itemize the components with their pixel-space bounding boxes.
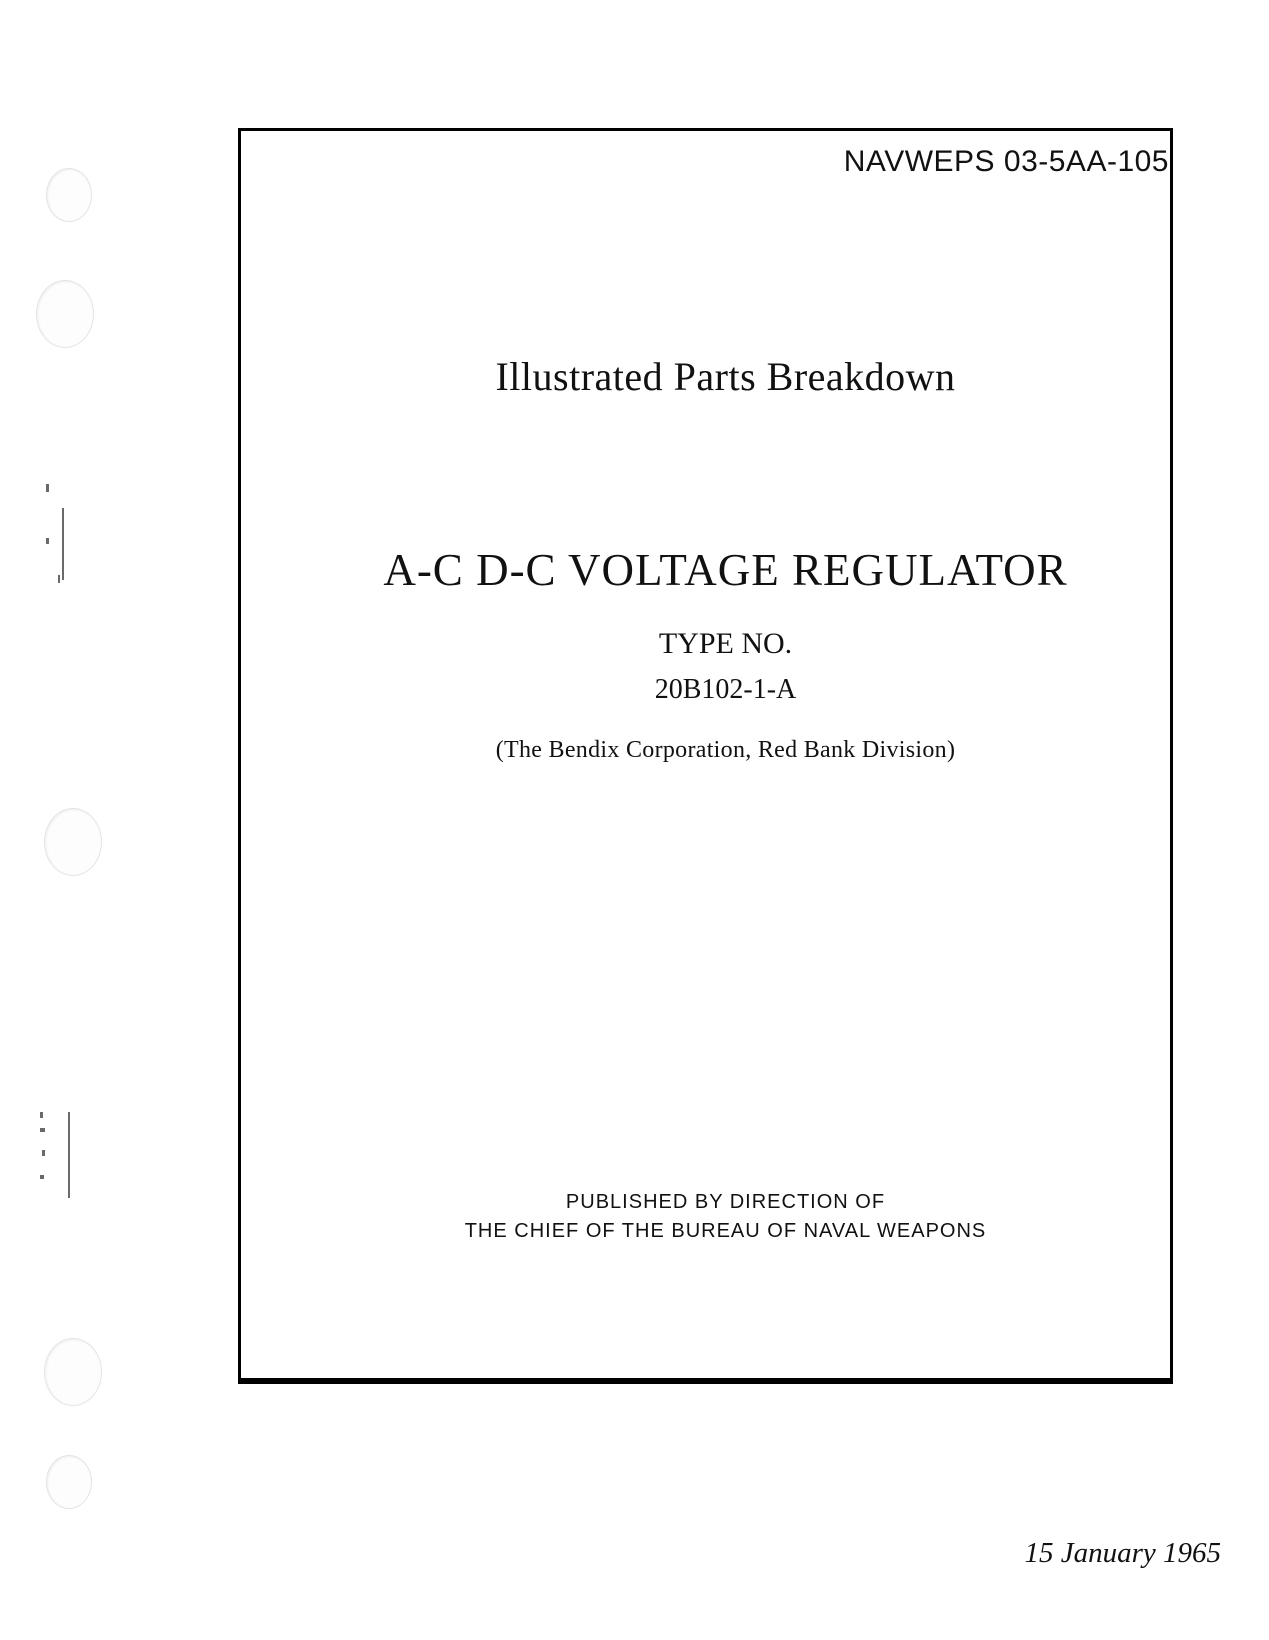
- punch-hole-5: [46, 1455, 92, 1509]
- punch-hole-1: [46, 168, 92, 222]
- punch-hole-2: [36, 280, 94, 348]
- document-title: A-C D-C VOLTAGE REGULATOR: [383, 545, 1068, 595]
- punch-hole-4: [44, 1338, 102, 1406]
- scan-mark: [46, 484, 49, 492]
- publisher-line-2: THE CHIEF OF THE BUREAU OF NAVAL WEAPONS: [464, 1220, 987, 1242]
- document-heading: Illustrated Parts Breakdown: [495, 354, 956, 399]
- publisher-line-1: PUBLISHED BY DIRECTION OF: [565, 1191, 886, 1213]
- punch-hole-3: [44, 808, 102, 876]
- document-number: NAVWEPS 03-5AA-105: [843, 145, 1169, 178]
- scan-mark: [58, 575, 60, 583]
- scan-mark: [42, 1150, 45, 1156]
- scan-mark: [40, 1112, 43, 1118]
- scan-mark: [40, 1128, 45, 1132]
- scan-mark: [46, 538, 49, 544]
- type-number: 20B102-1-A: [654, 674, 797, 705]
- scan-mark: [68, 1112, 70, 1198]
- manufacturer: (The Bendix Corporation, Red Bank Division): [495, 737, 956, 763]
- publisher-statement: [238, 1188, 1173, 1246]
- type-label: TYPE NO.: [658, 627, 793, 660]
- scan-mark: [40, 1175, 44, 1179]
- publication-date: 15 January 1965: [1024, 1537, 1221, 1569]
- scan-mark: [62, 508, 64, 580]
